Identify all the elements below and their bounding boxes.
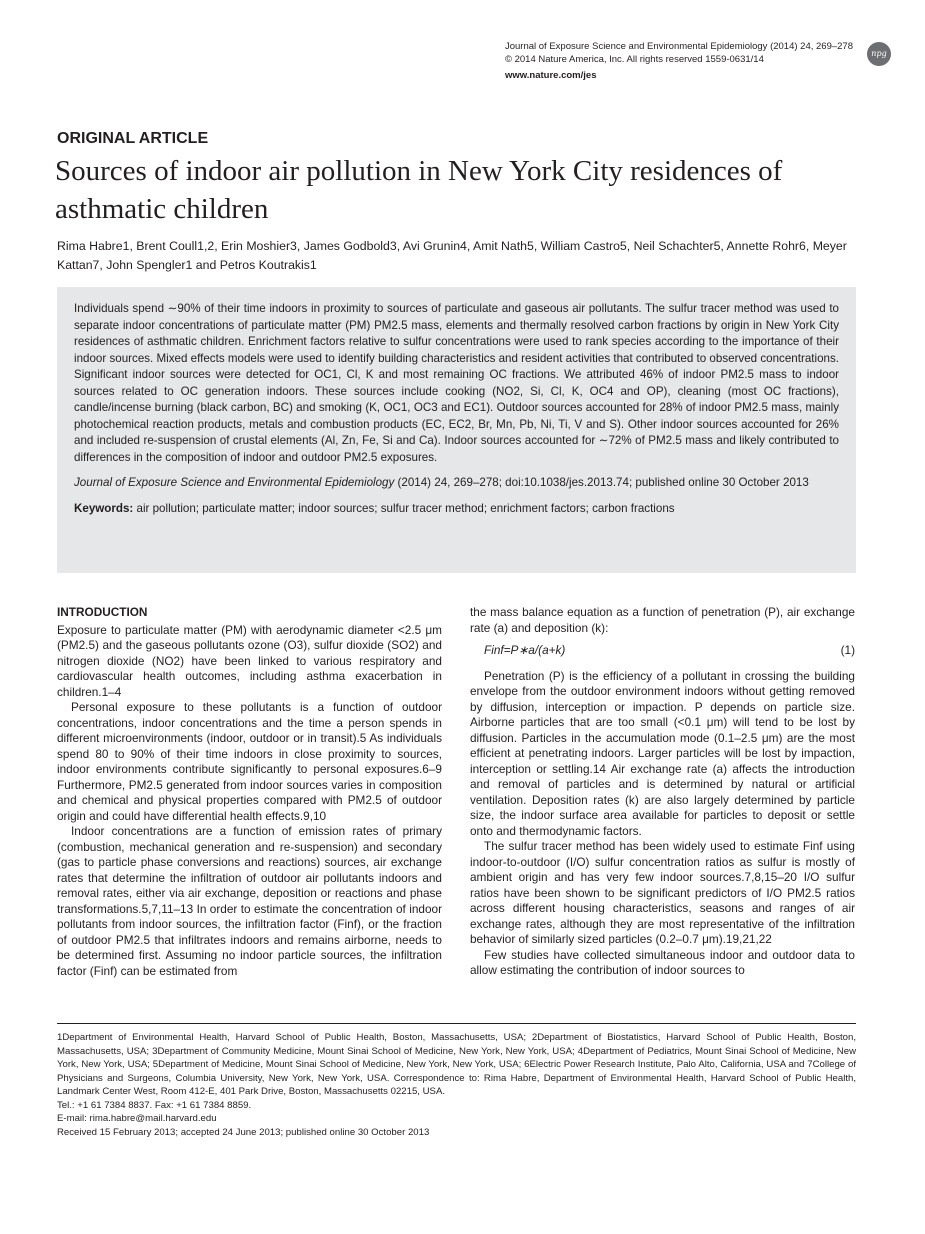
journal-line: Journal of Exposure Science and Environmental Epidemiology (2014) 24, 269–278 (504, 41, 853, 52)
abstract-text: Individuals spend ∼90% of their time indoors in proximity to sources of particulate and gaseous air pollutants. The sulfur tracer method was used to separate indoor concentrations of particulate matter (PM) PM2.5 mass, elements and thermally resolved carbon fractions by origin in New York City residences of asthmatic children. Enrichment factors relative to sulfur concentrations were used to rank species according to the importance of their indoor sources. Mixed effects models were used to identify building characteristics and resident activities that contributed to observed concentrations. Significant indoor sources were detected for OC1, Cl, K and most remaining OC fractions. We attributed 46% of indoor PM2.5 mass to indoor sources related to OC generation indoors. These sources include cooking (NO2, Si, Cl, K, OC4 and OP), cleaning (most OC fractions), candle/incense burning (black carbon, BC) and smoking (K, OC1, OC3 and EC1). Outdoor sources accounted for 28% of indoor PM2.5 mass, mainly photochemical reaction products, metals and combustion products (EC, EC2, Br, Mn, Pb, Ni, Ti, V and S). Other indoor sources accounted for 26% and included re-suspension of crustal elements (Al, Zn, Fe, Si and Ca). Indoor sources accounted for ∼72% of PM2.5 mass and likely contributed to differences in the composition of indoor and outdoor PM2.5 exposures. (74, 302, 839, 464)
keywords-label: Keywords: (74, 501, 134, 515)
paragraph: Few studies have collected simultaneous indoor and outdoor data to allow estimating the contribution of indoor sources to (470, 947, 855, 977)
keywords-line (74, 501, 839, 518)
footnote-divider (57, 1023, 856, 1024)
paragraph: Penetration (P) is the efficiency of a pollutant in crossing the building envelope from the outdoor environment indoors without getting removed by diffusion, interception or impaction. P depends on particle size. Airborne particles that are too small (<0.1 μm) will tend to be lost by diffusion. Particles in the accumulation mode (0.1–2.5 μm) are the most efficient at penetrating indoors. Larger particles will be lost by impaction, interception or settling.14 Air exchange rate (a) affects the introduction and removal of particles and is determined by natural or artificial ventilation. Deposition rates (k) are also largely determined by particle size, the indoor surface area available for particles to deposit or settle onto and thermodynamic factors. (470, 668, 855, 838)
paragraph: The sulfur tracer method has been widely used to estimate Finf using indoor-to-outdoor (I/O) sulfur concentration ratios as sulfur is mostly of ambient origin and has very few indoor sources.7,8,15–20 I/O sulfur ratios have been shown to be significant predictors of I/O PM2.5 ratios across different housing characteristics, seasons and ranges of air exchange rates, although they are most representative of the infiltration behavior of similarly sized particles (0.2–0.7 μm).19,21,22 (470, 839, 855, 946)
section-heading-introduction: INTRODUCTION (57, 605, 148, 619)
equation-number: (1) (840, 643, 855, 657)
citation-journal: Journal of Exposure Science and Environmental Epidemiology (74, 476, 395, 489)
footnotes (57, 1031, 856, 1139)
paragraph: Exposure to particulate matter (PM) with aerodynamic diameter <2.5 μm (PM2.5) and the gaseous pollutants ozone (O3), sulfur dioxide (SO2) and nitrogen dioxide (NO2) have been linked to various respiratory and cardiovascular health outcomes, including asthma exacerbation in children.1–4 (57, 622, 442, 699)
article-title: Sources of indoor air pollution in New York City residences of asthmatic children (55, 155, 783, 225)
equation-1 (484, 643, 855, 659)
left-column (57, 605, 442, 979)
copyright-line: © 2014 Nature America, Inc. All rights reserved 1559-0631/14 (504, 54, 764, 65)
paragraph: Personal exposure to these pollutants is a function of outdoor concentrations, indoor concentrations and the time a person spends in different microenvironments (indoor, outdoor or in transit).5 As individuals spend 80 to 90% of their time indoors in close proximity to sources, indoor environments contribute significantly to personal exposures.6–9 Furthermore, PM2.5 generated from indoor sources varies in composition and chemical and physical properties compared with PM2.5 of outdoor origin and could have differential health effects.9,10 (57, 700, 442, 823)
citation-details: (2014) 24, 269–278; doi:10.1038/jes.2013.74; published online 30 October 2013 (394, 476, 809, 489)
affiliations: 1Department of Environmental Health, Harvard School of Public Health, Boston, Massachusetts, USA; 2Department of Biostatistics, Harvard School of Public Health, Boston, Massachusetts, USA; 3Department of Community Medicine, Mount Sinai School of Medicine, New York, New York, USA; 4Department of Pediatrics, Mount Sinai School of Medicine, New York, New York, USA; 5Department of Medicine, Mount Sinai School of Medicine, New York, New York, USA; 6Electric Power Research Institute, Palo Alto, California, USA and 7College of Physicians and Surgeons, Columbia University, New York, New York, USA. Correspondence to: Rima Habre, Department of Environmental Health, Harvard School of Public Health, Landmark Center West, Room 412-E, 401 Park Drive, Boston, Massachusetts 02215, USA. (57, 1032, 856, 1097)
contact-email[interactable]: E-mail: rima.habre@mail.harvard.edu (57, 1113, 217, 1124)
abstract-box (57, 287, 856, 573)
article-type-label: ORIGINAL ARTICLE (57, 130, 209, 147)
npg-logo: npg (867, 42, 891, 66)
paragraph: the mass balance equation as a function of penetration (P), air exchange rate (a) and deposition (k): (470, 605, 855, 635)
running-header (505, 40, 853, 82)
right-column (470, 605, 855, 979)
contact-phone: Tel.: +1 61 7384 8837. Fax: +1 61 7384 8859. (57, 1099, 252, 1111)
author-list: Rima Habre1, Brent Coull1,2, Erin Moshier3, James Godbold3, Avi Grunin4, Amit Nath5, William Castro5, Neil Schachter5, Annette Rohr6, Meyer Kattan7, John Spengler1 and Petros Koutrakis1 (57, 239, 847, 272)
citation-line (74, 475, 839, 492)
journal-url[interactable]: www.nature.com/jes (504, 70, 597, 81)
keywords-list: air pollution; particulate matter; indoor sources; sulfur tracer method; enrichment factors; carbon fractions (133, 501, 675, 515)
received-dates: Received 15 February 2013; accepted 24 June 2013; published online 30 October 2013 (57, 1126, 430, 1138)
paragraph: Indoor concentrations are a function of emission rates of primary (combustion, mechanical generation and re-suspension) and secondary (gas to particle phase conversions and reactions) sources, air exchange rates that determine the infiltration of outdoor air pollutants indoors and removal rates, either via air exchange, deposition or reactions and phase transformations.5,7,11–13 In order to estimate the concentration of indoor pollutants from indoor sources, the infiltration factor (Finf), or the fraction of outdoor PM2.5 that infiltrates indoors and remains airborne, needs to be determined first. Assuming no indoor particle sources, the infiltration factor (Finf) can be estimated from (57, 824, 442, 978)
equation-formula: Finf=P∗a/(a+k) (484, 643, 566, 657)
